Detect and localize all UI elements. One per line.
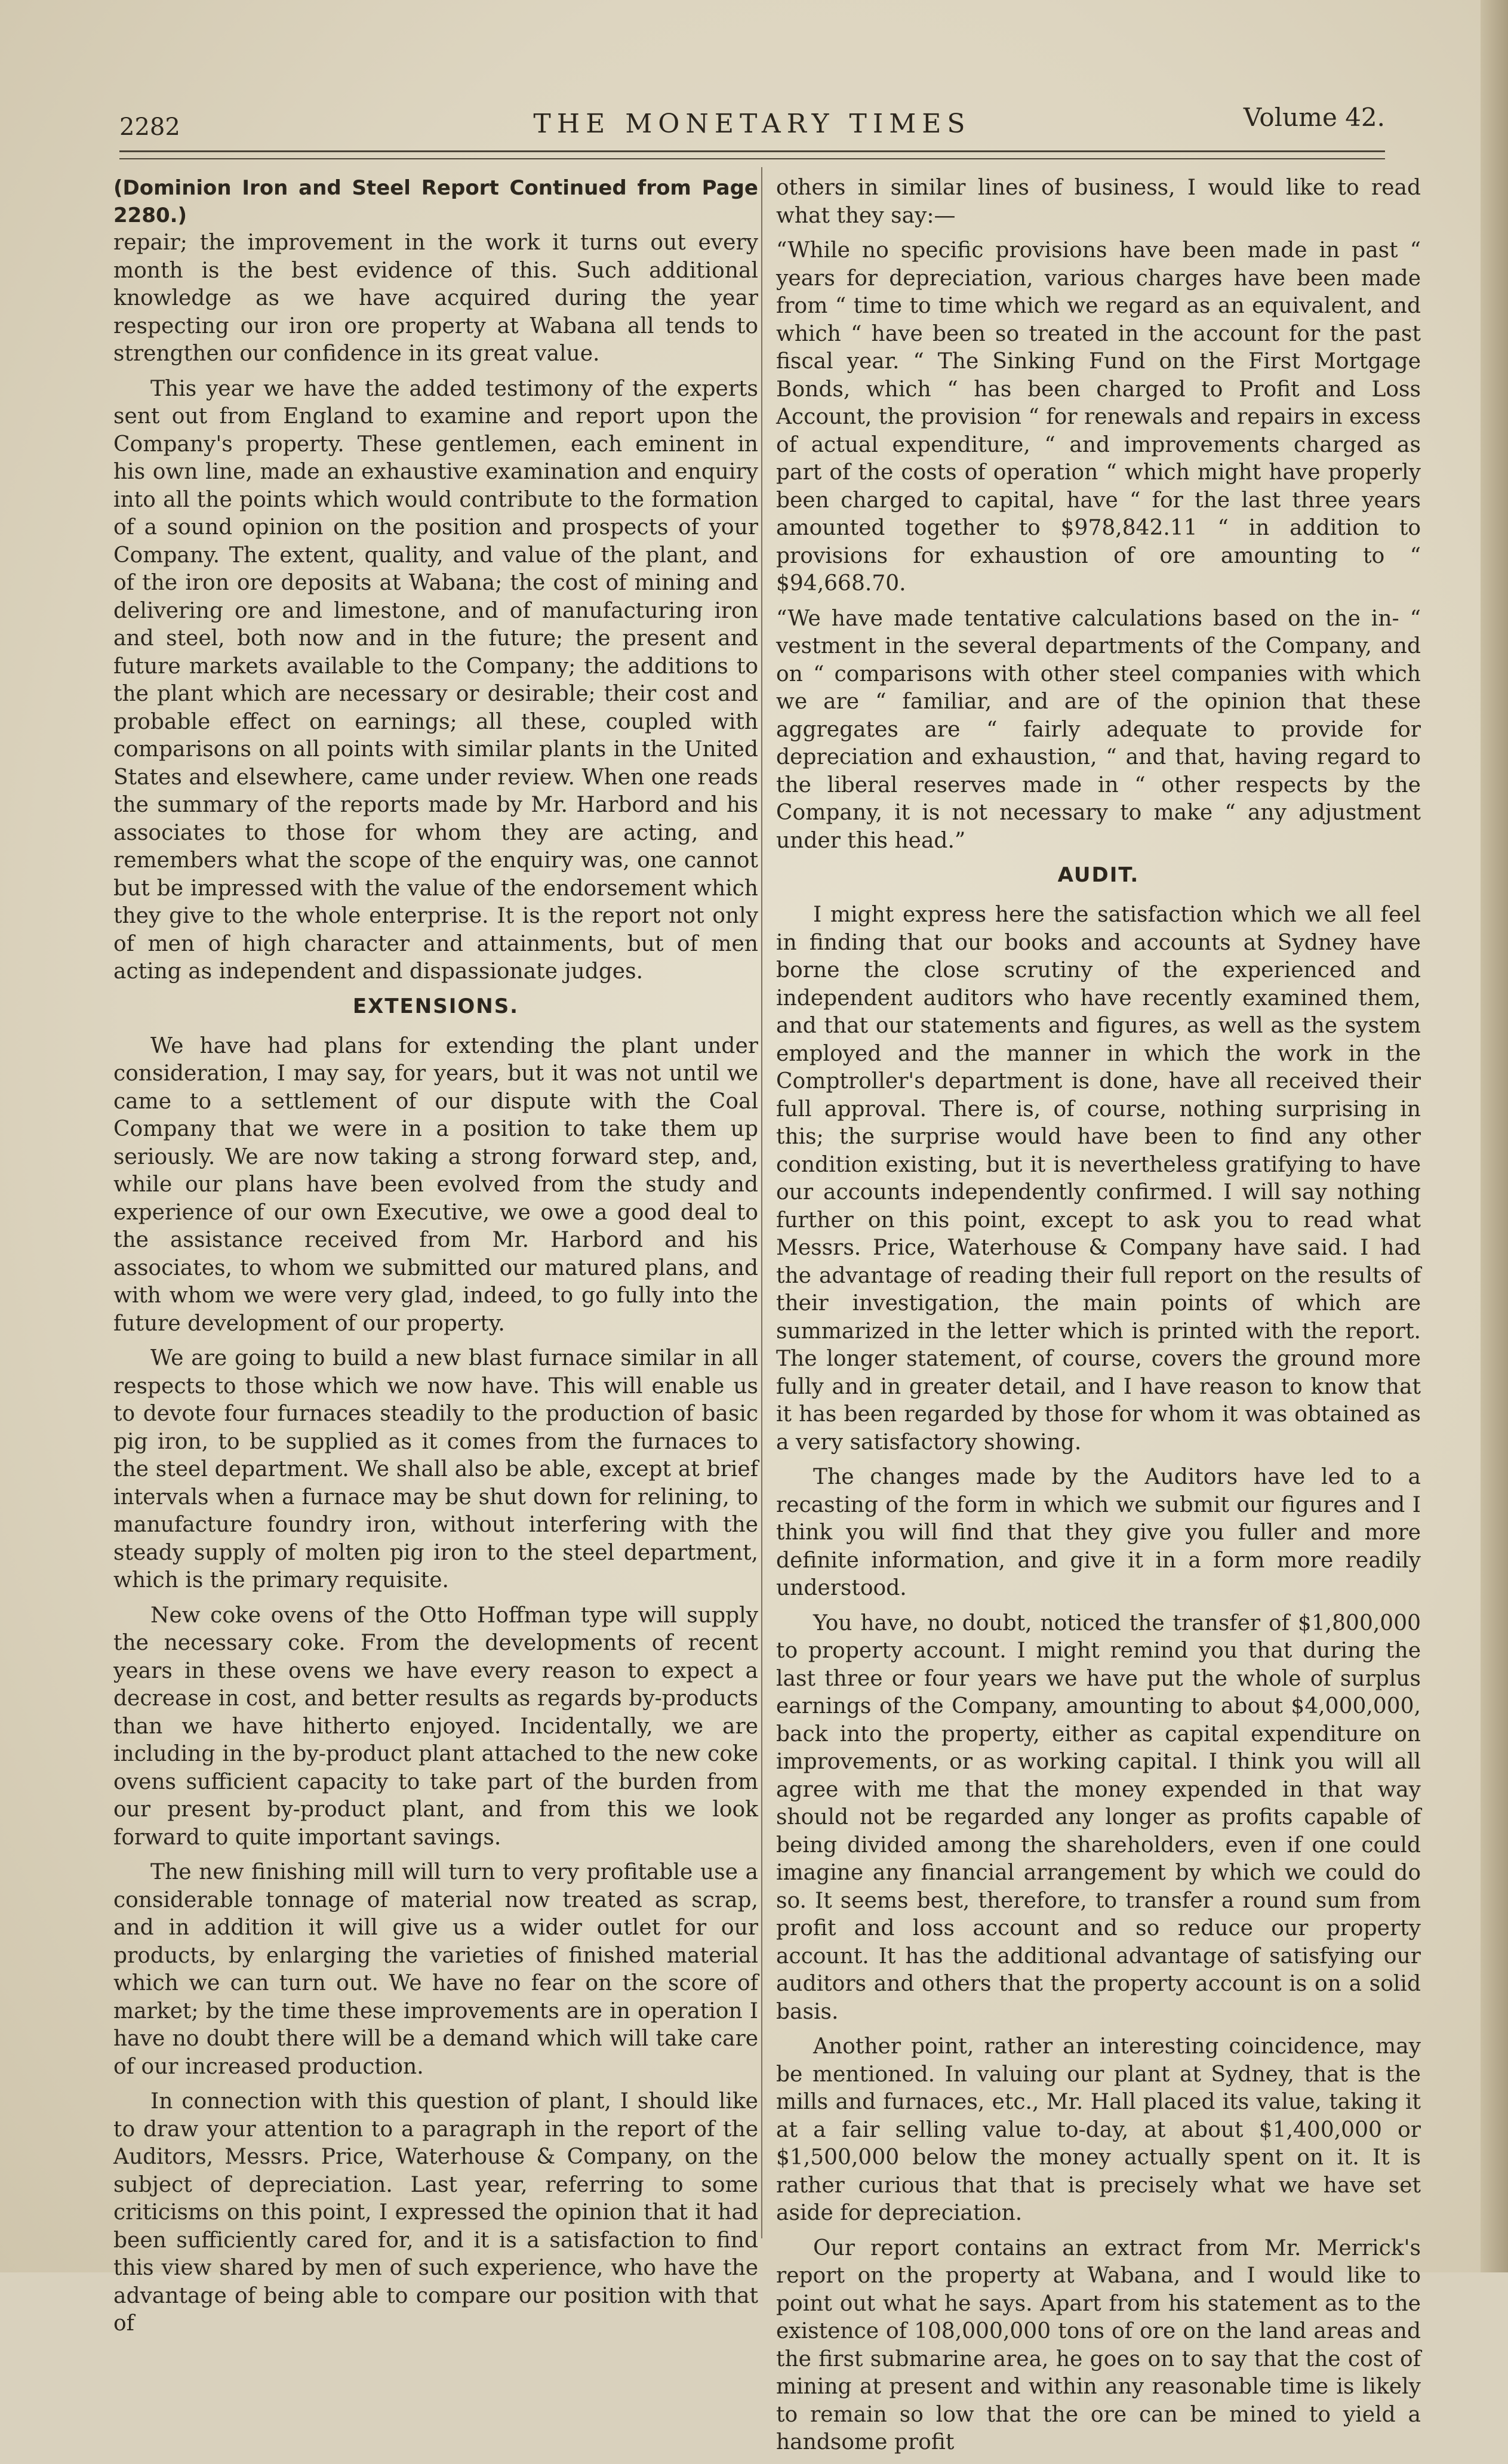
right-column <box>776 174 1421 2464</box>
paragraph: In connection with this question of plant, I should like to draw your attention to a paragraph in the report of the Auditors, Messrs. Price, Waterhouse & Company, on the subject of depreciation. Last year, referring to some criticisms on this point, I expressed the opinion that it had been sufficiently cared for, and it is a satisfaction to find this view shared by men of such experience, who have the advantage of being able to compare our position with that of <box>113 2089 758 2336</box>
paragraph: others in similar lines of business, I would like to read what they say:— <box>776 175 1421 228</box>
column-divider <box>761 167 762 2238</box>
paragraph: The changes made by the Auditors have led to a recasting of the form in which we submit our figures and I think you will find that they give you fuller and more definite information, and give it in a form more readily understood. <box>776 1465 1421 1600</box>
paragraph: Another point, rather an interesting coincidence, may be mentioned. In valuing our plant at Sydney, that is the mills and furnaces, etc., Mr. Hall placed its value, taking it at a fair selling value to-day, at about $1,400,000 or $1,500,000 below the money actually spent on it. It is rather curious that that is precisely what we have set aside for depreciation. <box>776 2034 1421 2225</box>
continued-heading: (Dominion Iron and Steel Report Continued from Page 2280.) <box>113 176 758 227</box>
header-rule <box>119 150 1385 159</box>
left-column <box>113 174 758 2345</box>
section-heading-audit: AUDIT. <box>1057 863 1140 887</box>
page-number: 2282 <box>119 113 180 141</box>
page-edge <box>1481 0 1508 2272</box>
paragraph: We have had plans for extending the plant under consideration, I may say, for years, but it was not until we came to a settlement of our dispute with the Coal Company that we were in a position to take them up seriously. We are now taking a strong forward step, and, while our plans have been evolved from the study and experience of our own Executive, we owe a good deal to the assistance received from Mr. Harbord and his associates, to whom we submitted our matured plans, and with whom we were very glad, indeed, to go fully into the future development of our property. <box>113 1033 758 1336</box>
paragraph: New coke ovens of the Otto Hoffman type will supply the necessary coke. From the developments of recent years in these ovens we have every reason to expect a decrease in cost, and better results as regards by-products than we have hitherto enjoyed. Incidentally, we are including in the by-product plant attached to the new coke ovens sufficient capacity to take part of the burden from our present by-product plant, and from this we look forward to quite important savings. <box>113 1603 758 1850</box>
section-heading-extensions: EXTENSIONS. <box>352 994 519 1018</box>
quoted-passage: “We have made tentative calculations based on the in- “ vestment in the several departments of the Company, and on “ comparisons with other steel companies with which we are “ familiar, and are of the opinion that these aggregates are “ fairly adequate to provide for depreciation and exhaustion, “ and that, having regard to the liberal reserves made in “ other respects by the Company, it is not necessary to make “ any adjustment under this head.” <box>776 606 1421 853</box>
page-header <box>119 100 1385 142</box>
paragraph: You have, no doubt, noticed the transfer of $1,800,000 to property account. I might remind you that during the last three or four years we have put the whole of surplus earnings of the Company, amounting to about $4,000,000, back into the property, either as capital expenditure on improvements, or as working capital. I think you will all agree with me that the money expended in that way should not be regarded any longer as profits capable of being divided among the shareholders, even if one could imagine any financial arrangement by which we could do so. It seems best, therefore, to transfer a round sum from profit and loss account and so reduce our property account. It has the additional advantage of satisfying our auditors and others that the property account is on a solid basis. <box>776 1610 1421 2024</box>
paragraph: This year we have the added testimony of the experts sent out from England to examine and report upon the Company's property. These gentlemen, each eminent in his own line, made an exhaustive examination and enquiry into all the points which would contribute to the formation of a sound opinion on the position and prospects of your Company. The extent, quality, and value of the plant, and of the iron ore deposits at Wabana; the cost of mining and delivering ore and limestone, and of manufacturing iron and steel, both now and in the future; the present and future markets available to the Company; the additions to the plant which are necessary or desirable; their cost and probable effect on earnings; all these, coupled with comparisons on all points with similar plants in the United States and elsewhere, came under review. When one reads the summary of the reports made by Mr. Harbord and his associates to those for whom they are acting, and remembers what the scope of the enquiry was, one cannot but be impressed with the value of the endorsement which they give to the whole enterprise. It is the report not only of men of high character and attainments, but of men acting as independent and dispassionate judges. <box>113 376 758 984</box>
masthead-title: THE MONETARY TIMES <box>533 109 971 139</box>
paragraph: Our report contains an extract from Mr. Merrick's report on the property at Wabana, and I would like to point out what he says. Apart from his statement as to the existence of 108,000,000 tons of ore on the land areas and the first submarine area, he goes on to say that the cost of mining at present and within any reasonable time is likely to remain so low that the ore can be mined to yield a handsome profit <box>776 2235 1421 2454</box>
paragraph: The new finishing mill will turn to very profitable use a considerable tonnage of material now treated as scrap, and in addition it will give us a wider outlet for our products, by enlarging the varieties of finished material which we can turn out. We have no fear on the score of market; by the time these improvements are in operation I have no doubt there will be a demand which will take care of our increased production. <box>113 1860 758 2079</box>
volume-label: Volume 42. <box>1243 103 1385 132</box>
paragraph: I might express here the satisfaction which we all feel in finding that our books and accounts at Sydney have borne the close scrutiny of the experienced and independent auditors who have recently examined them, and that our statements and figures, as well as the system employed and the manner in which the work in the Comptroller's department is done, have all received their full approval. There is, of course, nothing surprising in this; the surprise would have been to find any other condition existing, but it is nevertheless gratifying to have our accounts independently confirmed. I will say nothing further on this point, except to ask you to read what Messrs. Price, Waterhouse & Company have said. I had the advantage of reading their full report on the results of their investigation, the main points of which are summarized in the letter which is printed with the report. The longer statement, of course, covers the ground more fully and in greater detail, and I have reason to know that it has been regarded by those for whom it was obtained as a very satisfactory showing. <box>776 903 1421 1455</box>
paragraph: repair; the improvement in the work it turns out every month is the best evidence of this. Such additional knowledge as we have acquired during the year respecting our iron ore property at Wabana all tends to strengthen our confidence in its great value. <box>113 230 758 366</box>
quoted-passage: “While no specific provisions have been made in past “ years for depreciation, various charges have been made from “ time to time which we regard as an equivalent, and which “ have been so treated in the account for the past fiscal year. “ The Sinking Fund on the First Mortgage Bonds, which “ has been charged to Profit and Loss Account, the provision “ for renewals and repairs in excess of actual expenditure, “ and improvements charged as part of the costs of operation “ which might have properly been charged to capital, have “ for the last three years amounted together to $978,842.11 “ in addition to provisions for exhaustion of ore amounting to “ $94,668.70. <box>776 238 1421 596</box>
paragraph: We are going to build a new blast furnace similar in all respects to those which we now have. This will enable us to devote four furnaces steadily to the production of basic pig iron, to be supplied as it comes from the furnaces to the steel department. We shall also be able, except at brief intervals when a furnace may be shut down for relining, to manufacture foundry iron, without interfering with the steady supply of molten pig iron to the steel department, which is the primary requisite. <box>113 1346 758 1593</box>
